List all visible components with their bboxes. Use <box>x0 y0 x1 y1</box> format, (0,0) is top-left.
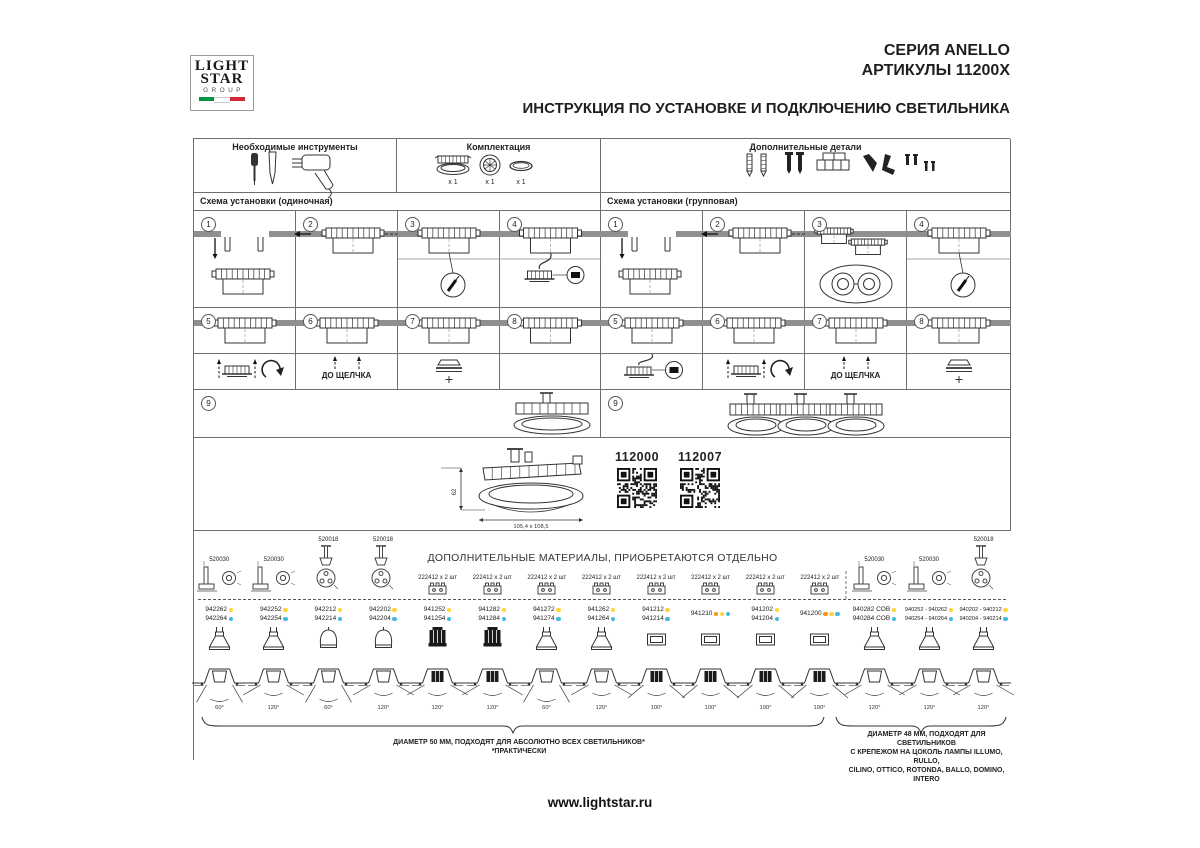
orange-dot <box>714 612 719 617</box>
blue-dot <box>611 617 616 622</box>
svg-text:120°: 120° <box>431 705 444 711</box>
svg-text:60°: 60° <box>324 705 333 711</box>
accessory-code-label: 520030 <box>263 557 284 563</box>
step-number: 9 <box>201 396 216 411</box>
recessed-fixture-diagram <box>738 627 793 724</box>
yellow-dot <box>1003 608 1008 613</box>
accessory-code-label: 520018 <box>973 537 994 543</box>
accessory-code-label: 520030 <box>864 557 885 563</box>
svg-text:120°: 120° <box>977 705 990 711</box>
accessory-code-label: 222412 x 2 шт <box>581 575 621 581</box>
svg-text:100°: 100° <box>813 705 826 711</box>
lamp-code: 942204 <box>369 615 391 622</box>
accessory-code-label: 520030 <box>209 557 230 563</box>
svg-text:120°: 120° <box>377 705 389 711</box>
logo-word-light: LIGHT <box>194 58 250 74</box>
cell-divider <box>500 353 600 354</box>
step-number: 1 <box>201 217 216 232</box>
product-code-112000: 112000 <box>615 450 660 464</box>
step-cell-group-4 <box>907 211 1011 308</box>
step-cell-single-7 <box>398 308 500 390</box>
extras-section-label: Дополнительные детали <box>749 142 862 152</box>
bracket-icon <box>192 531 247 599</box>
lamp-code: 942254 <box>259 615 282 622</box>
lamp-code: 941214 <box>642 615 664 622</box>
svg-text:60°: 60° <box>214 705 224 711</box>
yellow-dot <box>665 608 670 613</box>
step-cell-single-9 <box>194 390 601 438</box>
materials-section <box>194 531 1011 783</box>
lamp-code: 940202 - 940212 <box>959 607 1002 613</box>
step-number: 2 <box>303 217 318 232</box>
accessory-code-label: 222412 x 2 шт <box>472 575 512 581</box>
cell-divider <box>907 353 1010 354</box>
accessory-code-label: 222412 x 2 шт <box>691 575 731 581</box>
connector-icon <box>629 531 684 599</box>
step-cell-group-1 <box>601 211 703 308</box>
recessed-fixture-diagram <box>847 627 902 724</box>
connector-icon <box>738 531 793 599</box>
cell-divider <box>805 353 906 354</box>
blue-dot <box>665 617 670 622</box>
footer-url[interactable]: www.lightstar.ru <box>547 795 653 810</box>
recessed-fixture-diagram <box>465 627 520 724</box>
recessed-fixture-diagram <box>902 627 957 724</box>
instruction-table <box>193 138 1010 783</box>
step-number: 1 <box>608 217 623 232</box>
step-cell-group-9 <box>601 390 1011 438</box>
svg-text:100°: 100° <box>704 705 717 711</box>
lamp-code: 941274 <box>532 615 555 622</box>
blue-dot <box>229 617 234 622</box>
yellow-dot <box>720 612 725 617</box>
step-number: 9 <box>608 396 623 411</box>
yellow-dot <box>283 608 288 613</box>
page-title: ИНСТРУКЦИЯ ПО УСТАНОВКЕ И ПОДКЛЮЧЕНИЮ СВЕТИЛЬНИКА <box>522 100 1010 117</box>
cell-divider <box>296 353 397 354</box>
step-number: 8 <box>507 314 522 329</box>
recessed-fixture-diagram <box>792 627 847 724</box>
cell-divider <box>703 353 804 354</box>
extras-cell <box>601 139 1011 193</box>
note-diam-48: ДИАМЕТР 48 ММ, ПОДХОДЯТ ДЛЯ СВЕТИЛЬНИКОВ С КРЕПЕЖОМ НА ЦОКОЛЬ ЛАМПЫ ILLUMO, RULLO, CILINO, OTTICO, ROTONDA, BALLO, DOMINO, INTERO <box>848 731 1005 783</box>
orange-dot <box>823 612 828 617</box>
accessory-code-label: 222412 x 2 шт <box>418 575 458 581</box>
step-number: 7 <box>812 314 827 329</box>
svg-text:120°: 120° <box>595 705 608 711</box>
logo-word-star: STAR <box>200 71 244 87</box>
click-label: ДО ЩЕЛЧКА <box>830 371 881 380</box>
yellow-dot <box>502 608 507 613</box>
lamp-code: 942264 <box>205 615 228 622</box>
lamp-code: 942202 <box>369 606 391 613</box>
scheme-group-label: Схема установки (групповая) <box>601 193 1011 211</box>
svg-text:105,4 x 108,5: 105,4 x 108,5 <box>513 524 549 530</box>
qr-code-112007 <box>680 468 720 508</box>
lamp-code: 942252 <box>259 606 282 613</box>
accessory-code-label: 222412 x 2 шт <box>800 575 840 581</box>
yellow-dot <box>447 608 452 613</box>
recessed-fixture-diagram <box>956 627 1011 724</box>
svg-text:120°: 120° <box>486 705 499 711</box>
blue-dot <box>1003 617 1008 622</box>
yellow-dot <box>556 608 561 613</box>
step-number: 6 <box>303 314 318 329</box>
package-count: x 1 <box>516 179 526 186</box>
recessed-fixture-diagram <box>574 627 629 724</box>
lamp-code: 940284 COB <box>852 615 891 622</box>
bracket-icon <box>902 531 957 599</box>
blue-dot <box>835 612 840 617</box>
lamp-code: 942212 <box>314 606 337 613</box>
svg-text:62: 62 <box>452 488 458 496</box>
step-cell-group-8 <box>907 308 1011 390</box>
package-count: x 1 <box>448 179 458 186</box>
svg-text:60°: 60° <box>542 705 552 711</box>
step-number: 8 <box>914 314 929 329</box>
materials-title: ДОПОЛНИТЕЛЬНЫЕ МАТЕРИАЛЫ, ПРИОБРЕТАЮТСЯ ОТДЕЛЬНО <box>427 552 778 564</box>
tools-cell <box>194 139 397 193</box>
lamp-code: 941284 <box>478 615 501 622</box>
lamp-code: 940204 - 940214 <box>959 616 1002 622</box>
note-diam-50: ДИАМЕТР 50 ММ, ПОДХОДЯТ ДЛЯ АБСОЛЮТНО ВСЕХ СВЕТИЛЬНИКОВ* *ПРАКТИЧЕСКИ <box>393 739 645 755</box>
step-cell-group-5 <box>601 308 703 390</box>
recessed-fixture-diagram <box>356 627 411 724</box>
blue-dot <box>556 617 561 622</box>
pin-icon <box>356 531 411 599</box>
blue-dot <box>502 617 507 622</box>
yellow-dot <box>338 608 343 613</box>
recessed-fixture-diagram <box>410 627 465 724</box>
blue-dot <box>775 617 780 622</box>
step-number: 4 <box>507 217 522 232</box>
lightstar-logo <box>190 55 254 111</box>
cell-divider <box>398 353 499 354</box>
product-code-112007: 112007 <box>678 450 723 464</box>
step-cell-single-5 <box>194 308 296 390</box>
step-cell-single-6 <box>296 308 398 390</box>
connector-icon <box>683 531 738 599</box>
svg-text:120°: 120° <box>267 705 280 711</box>
yellow-dot <box>229 608 234 613</box>
recessed-fixture-diagram <box>246 627 301 724</box>
blue-dot <box>726 612 731 617</box>
blue-dot <box>283 617 288 622</box>
accessory-code-label: 222412 x 2 шт <box>745 575 785 581</box>
blue-dot <box>447 617 452 622</box>
product-row <box>194 438 1011 531</box>
accessory-code-label: 520030 <box>918 557 940 563</box>
lamp-code: 942262 <box>205 606 228 613</box>
connector-icon <box>410 531 465 599</box>
lamp-code: 942214 <box>314 615 337 622</box>
svg-text:120°: 120° <box>868 705 881 711</box>
pin-icon <box>301 531 356 599</box>
cell-divider <box>194 353 295 354</box>
step-number: 2 <box>710 217 725 232</box>
accessory-code-label: 222412 x 2 шт <box>636 575 676 581</box>
recessed-fixture-diagram <box>192 627 247 724</box>
series-title: СЕРИЯ ANELLO <box>883 42 1010 59</box>
articles-title: АРТИКУЛЫ 11200X <box>861 62 1010 79</box>
lamp-code: 941202 <box>751 606 774 613</box>
step-number: 4 <box>914 217 929 232</box>
accessory-code-label: 222412 x 2 шт <box>527 575 567 581</box>
step-cell-group-3 <box>805 211 907 308</box>
accessory-code-label: 520018 <box>318 537 339 543</box>
tools-section-label: Необходимые инструменты <box>232 142 358 152</box>
qr-code-112000 <box>617 468 657 508</box>
connector-icon <box>519 531 574 599</box>
package-icons-svg <box>397 139 601 193</box>
recessed-fixture-diagram <box>301 627 356 724</box>
yellow-dot <box>775 608 780 613</box>
yellow-dot <box>611 608 616 613</box>
step-cell-group-7 <box>805 308 907 390</box>
lamp-code: 941254 <box>423 615 446 622</box>
lamp-code: 941262 <box>587 606 610 613</box>
svg-text:100°: 100° <box>759 705 772 711</box>
yellow-dot <box>392 608 397 613</box>
lamp-code: 941264 <box>587 615 610 622</box>
step-cell-group-6 <box>703 308 805 390</box>
package-count: x 1 <box>485 179 495 186</box>
logo-word-group: GROUP <box>203 87 244 94</box>
connector-icon <box>792 531 847 599</box>
recessed-fixture-diagram <box>683 627 738 724</box>
lamp-code: 940254 - 940264 <box>904 616 948 622</box>
package-section-label: Комплектация <box>466 142 531 152</box>
package-cell <box>397 139 601 193</box>
click-label: ДО ЩЕЛЧКА <box>321 371 372 380</box>
lamp-code: 941212 <box>642 606 664 613</box>
step-cell-group-2 <box>703 211 805 308</box>
yellow-dot <box>829 612 834 617</box>
step-number: 3 <box>812 217 827 232</box>
connector-icon <box>465 531 520 599</box>
step-number: 5 <box>608 314 623 329</box>
cell-divider <box>601 353 702 354</box>
accessory-code-label: 520018 <box>372 537 394 543</box>
lamp-code: 940282 COB <box>852 606 891 613</box>
svg-text:100°: 100° <box>650 705 662 711</box>
connector-icon <box>574 531 629 599</box>
extras-icons-svg <box>601 139 1011 193</box>
bracket-icon <box>847 531 902 599</box>
pin-icon <box>956 531 1011 599</box>
step-number: 6 <box>710 314 725 329</box>
lamp-code: 940252 - 940262 <box>904 607 948 613</box>
step-cell-single-1 <box>194 211 296 308</box>
group-braces <box>194 714 1011 738</box>
lamp-code: 941272 <box>532 606 555 613</box>
step-cell-single-8 <box>500 308 601 390</box>
lamp-code-line <box>950 606 1017 614</box>
blue-dot <box>338 617 343 622</box>
step-number: 3 <box>405 217 420 232</box>
step-cell-single-2 <box>296 211 398 308</box>
lamp-code: 941282 <box>478 606 501 613</box>
scheme-single-label: Схема установки (одиночная) <box>194 193 601 211</box>
step-number: 5 <box>201 314 216 329</box>
recessed-fixture-diagram <box>629 627 684 724</box>
blue-dot <box>392 617 397 622</box>
italian-flag-icon <box>199 97 245 101</box>
tools-icons-svg <box>194 139 397 193</box>
lamp-code: 941204 <box>751 615 774 622</box>
step-cell-single-3 <box>398 211 500 308</box>
group-divider <box>842 571 852 601</box>
step-number: 7 <box>405 314 420 329</box>
svg-text:120°: 120° <box>923 705 935 711</box>
bracket-icon <box>246 531 301 599</box>
fixture-dimension-drawing <box>441 444 611 528</box>
lamp-code: 941200 <box>799 610 822 617</box>
lamp-code-line <box>950 615 1017 623</box>
lamp-code: 941252 <box>423 606 446 613</box>
lamp-code: 941210 <box>690 610 713 617</box>
step-cell-single-4 <box>500 211 601 308</box>
recessed-fixture-diagram <box>519 627 574 724</box>
